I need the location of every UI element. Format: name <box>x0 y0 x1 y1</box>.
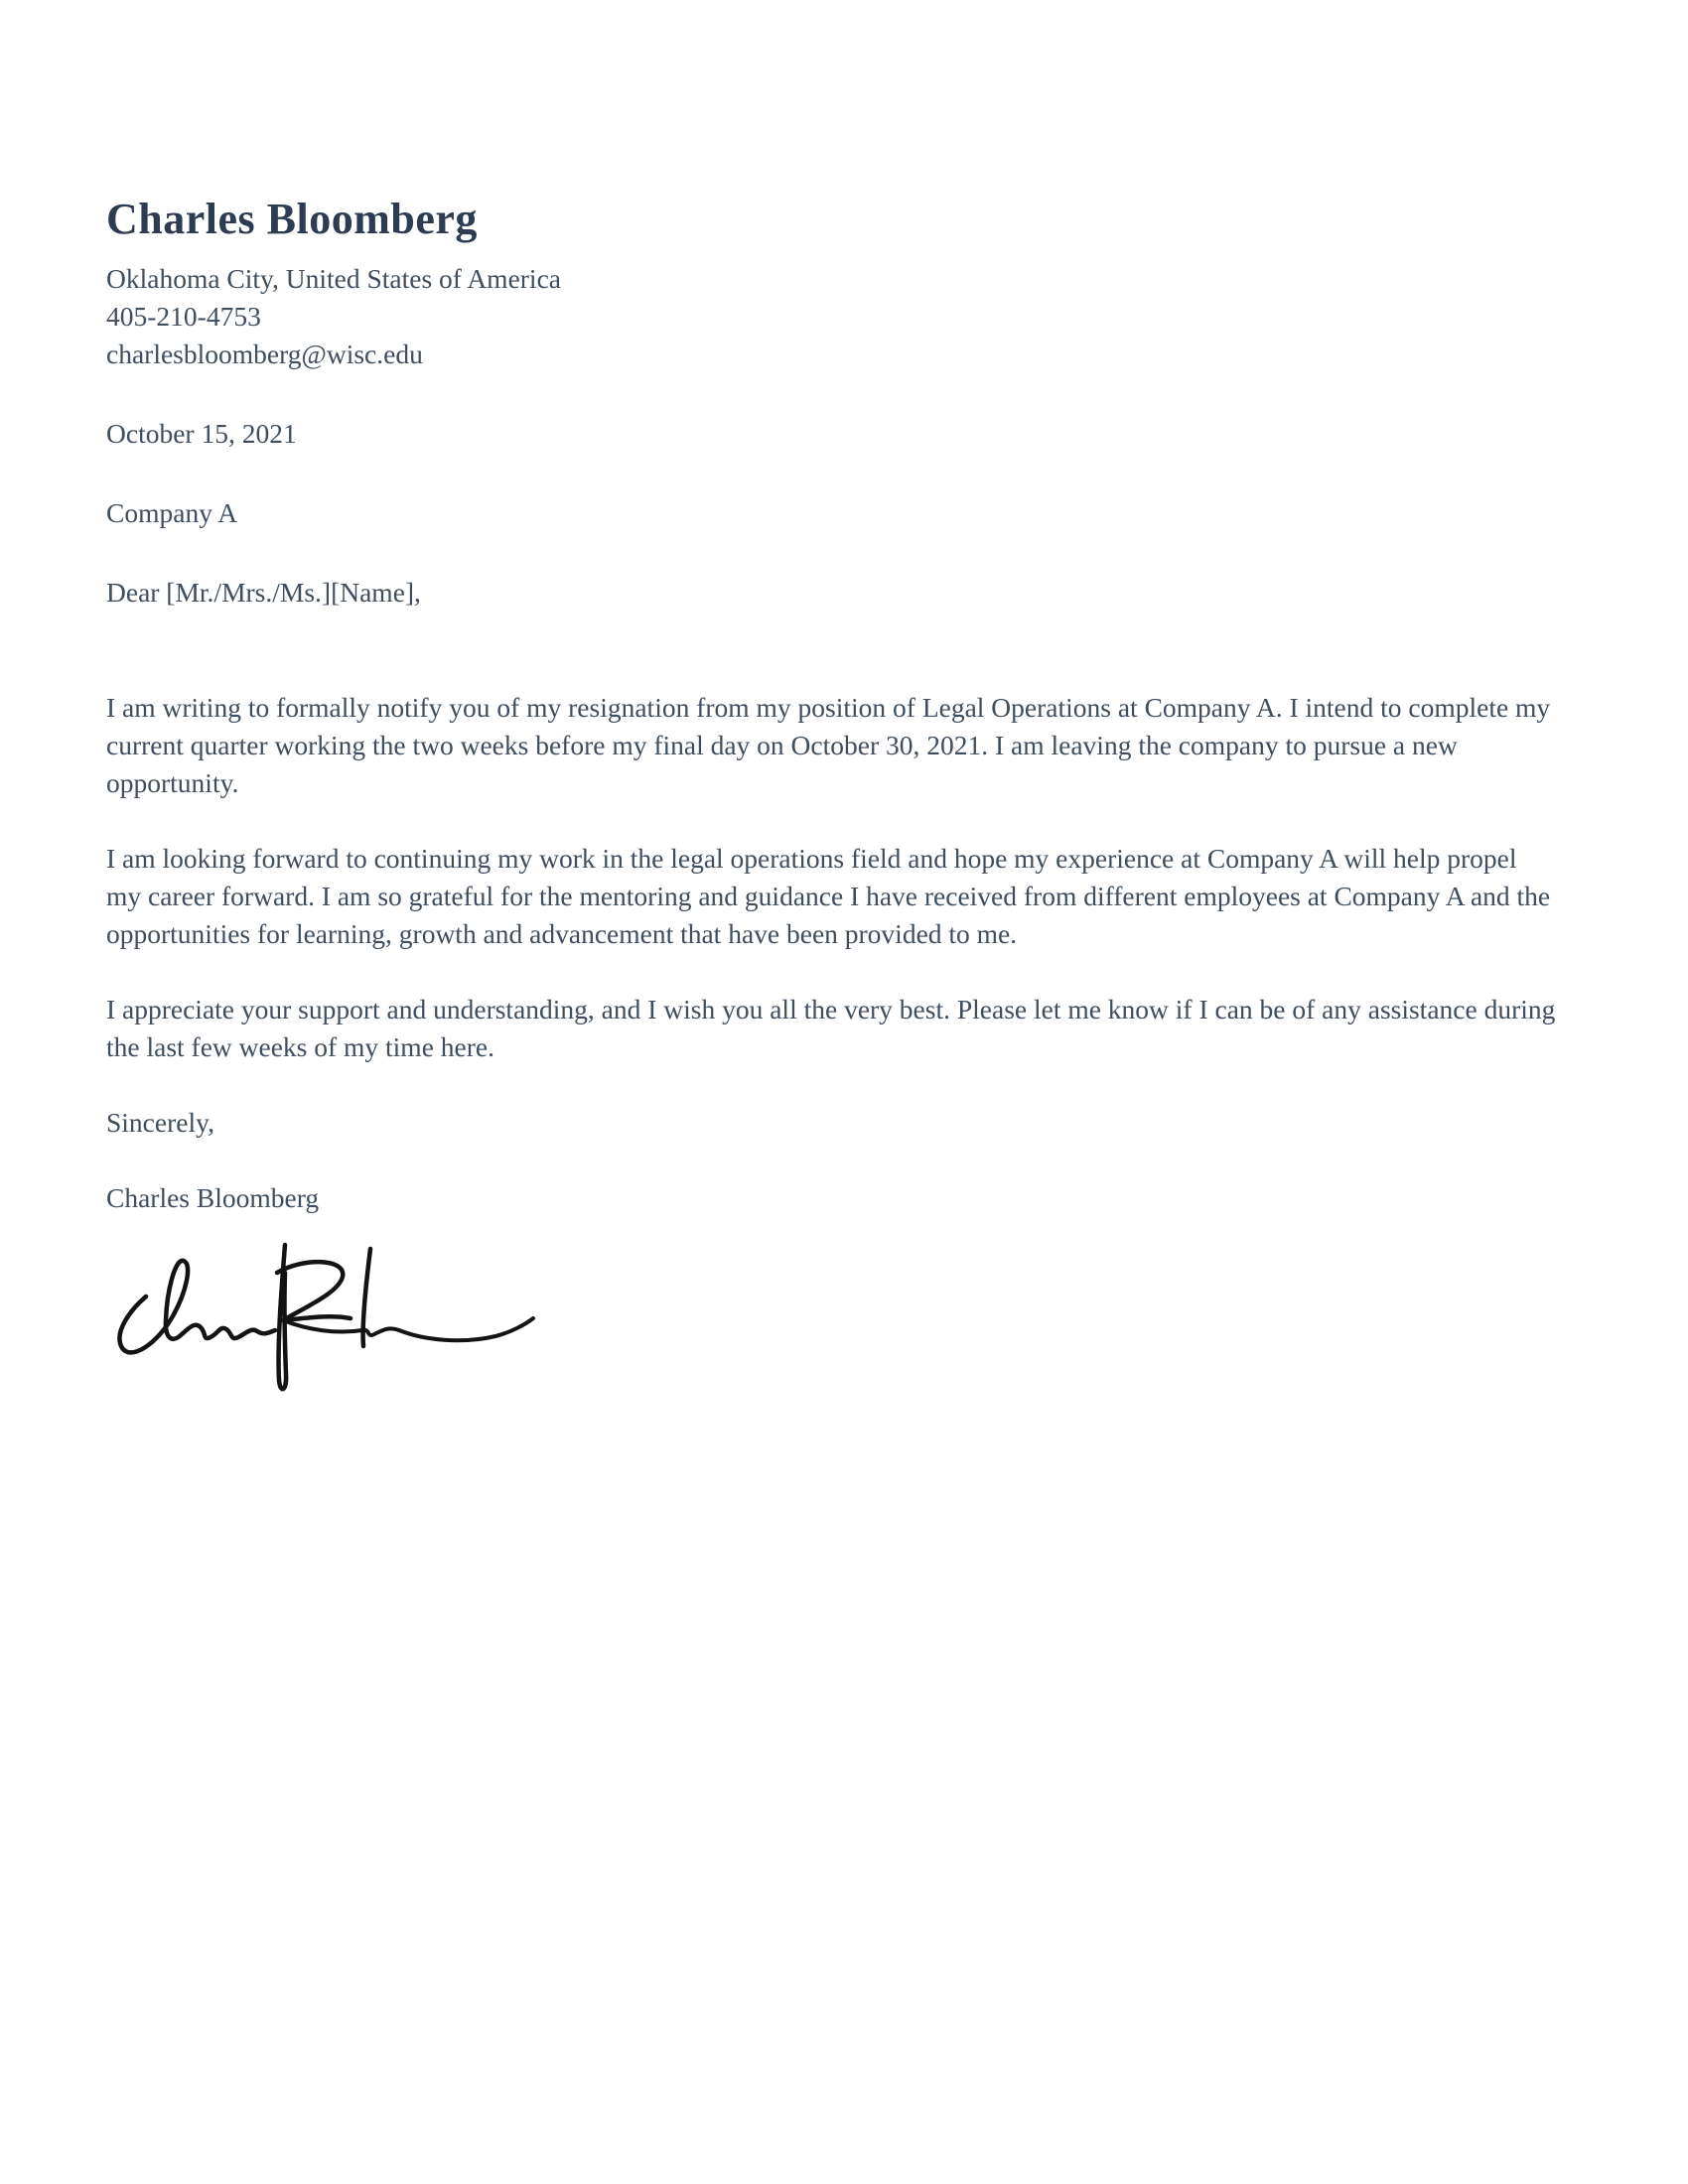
recipient-name: Company A <box>106 497 238 528</box>
sender-location: Oklahoma City, United States of America <box>106 263 561 294</box>
letter-date: October 15, 2021 <box>106 418 297 449</box>
body-paragraph-3: I appreciate your support and understanding, and I wish you all the very best. Please let me know if I can be of any assistance during the last few weeks of my time here. <box>106 994 1556 1062</box>
signature-image <box>108 1231 537 1398</box>
salutation: Dear [Mr./Mrs./Ms.][Name], <box>106 577 421 608</box>
sender-name: Charles Bloomberg <box>106 195 478 243</box>
signer-name: Charles Bloomberg <box>106 1182 320 1213</box>
letter-content <box>106 0 1556 1398</box>
closing: Sincerely, <box>106 1107 214 1138</box>
sender-phone: 405-210-4753 <box>106 301 261 332</box>
sender-email: charlesbloomberg@wisc.edu <box>106 339 423 369</box>
body-paragraph-1: I am writing to formally notify you of my resignation from my position of Legal Operations at Company A. I intend to complete my current quarter working the two weeks before my final day on October 30, 2021. I am leaving the company to pursue a new opportunity. <box>106 692 1551 798</box>
body-paragraph-2: I am looking forward to continuing my work in the legal operations field and hope my experience at Company A will help propel my career forward. I am so grateful for the mentoring and guidance I have received from different employees at Company A and the opportunities for learning, growth and advancement that have been provided to me. <box>106 843 1551 949</box>
